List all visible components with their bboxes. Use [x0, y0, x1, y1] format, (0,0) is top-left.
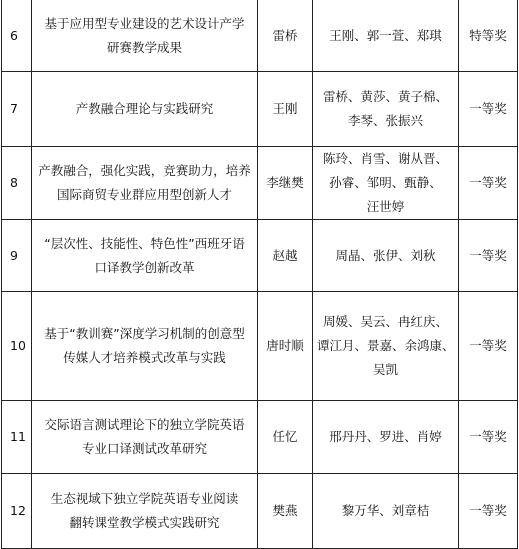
- team-members: [313, 147, 459, 220]
- project-title-line: 产教融合，强化实践，竞赛助力，培养: [38, 163, 251, 178]
- project-title-line: 基于“教训赛”深度学习机制的创意型: [44, 326, 245, 341]
- team-members-line: 黎万华、刘章桔: [341, 503, 430, 518]
- project-title-line: 国际商贸专业群应用型创新人才: [56, 187, 232, 202]
- team-members-line: 周晶、张伊、刘秋: [335, 247, 436, 263]
- award-level: 一等奖: [459, 220, 518, 292]
- table-row: [2, 474, 518, 549]
- project-leader: 李继樊: [258, 147, 313, 220]
- table-row: [2, 147, 518, 220]
- team-members-line: 周媛、吴云、冉红庆、: [322, 314, 448, 329]
- team-members: [313, 220, 459, 292]
- project-title-line: 传媒人才培养模式改革与实践: [63, 350, 226, 365]
- project-title-line: 交际语言测试理论下的独立学院英语: [44, 417, 245, 432]
- team-members-line: 谭江月、景嘉、余鸿康、: [317, 338, 455, 353]
- table-row: [2, 0, 518, 72]
- table-row: [2, 292, 518, 401]
- team-members-line: 雷桥、黄莎、黄子棉、: [322, 89, 448, 104]
- award-level: 一等奖: [459, 147, 518, 220]
- project-leader: 王刚: [258, 72, 313, 147]
- team-members: [313, 401, 459, 474]
- row-number: 12: [2, 474, 32, 549]
- project-leader: 任忆: [258, 401, 313, 474]
- team-members-line: 孙睿、邹明、甄静、: [329, 175, 442, 190]
- team-members: [313, 292, 459, 401]
- team-members: [313, 474, 459, 549]
- project-title: [32, 220, 258, 292]
- project-title-line: “层次性、技能性、特色性”西班牙语: [44, 235, 245, 251]
- project-title-line: 口译教学创新改革: [94, 259, 195, 275]
- team-members: [313, 0, 459, 72]
- award-level: 一等奖: [459, 292, 518, 401]
- row-number: 8: [2, 147, 32, 220]
- team-members-line: 汪世婷: [366, 199, 405, 214]
- row-number: 6: [2, 0, 32, 72]
- team-members-line: 李琴、张振兴: [347, 113, 423, 128]
- row-number: 11: [2, 401, 32, 474]
- project-title: [32, 72, 258, 147]
- award-table: [1, 0, 518, 549]
- project-title: [32, 401, 258, 474]
- table-row: [2, 401, 518, 474]
- table-row: [2, 220, 518, 292]
- project-leader: 樊燕: [258, 474, 313, 549]
- team-members-line: 邢丹丹、罗进、肖婷: [329, 429, 442, 444]
- project-title-line: 研赛教学成果: [106, 39, 182, 55]
- project-title: [32, 292, 258, 401]
- award-level: 一等奖: [459, 72, 518, 147]
- award-level: 一等奖: [459, 401, 518, 474]
- team-members: [313, 72, 459, 147]
- project-title-line: 基于应用型专业建设的艺术设计产学: [44, 15, 245, 31]
- project-leader: 雷桥: [258, 0, 313, 72]
- project-title: [32, 0, 258, 72]
- project-title-line: 产教融合理论与实践研究: [75, 101, 214, 116]
- project-leader: 唐时顺: [258, 292, 313, 401]
- award-level: 一等奖: [459, 474, 518, 549]
- project-title-line: 生态视域下独立学院英语专业阅读: [50, 491, 239, 506]
- project-title-line: 翻转课堂教学模式实践研究: [69, 515, 220, 530]
- project-title: [32, 474, 258, 549]
- project-title-line: 专业口译测试改革研究: [81, 441, 207, 456]
- project-leader: 赵越: [258, 220, 313, 292]
- team-members-line: 陈玲、肖雪、谢从晋、: [322, 151, 448, 166]
- table-row: [2, 72, 518, 147]
- row-number: 7: [2, 72, 32, 147]
- row-number: 9: [2, 220, 32, 292]
- award-level: 特等奖: [459, 0, 518, 72]
- team-members-line: 王刚、郭一萱、郑琪: [329, 27, 442, 43]
- team-members-line: 吴凯: [372, 362, 398, 377]
- project-title: [32, 147, 258, 220]
- row-number: 10: [2, 292, 32, 401]
